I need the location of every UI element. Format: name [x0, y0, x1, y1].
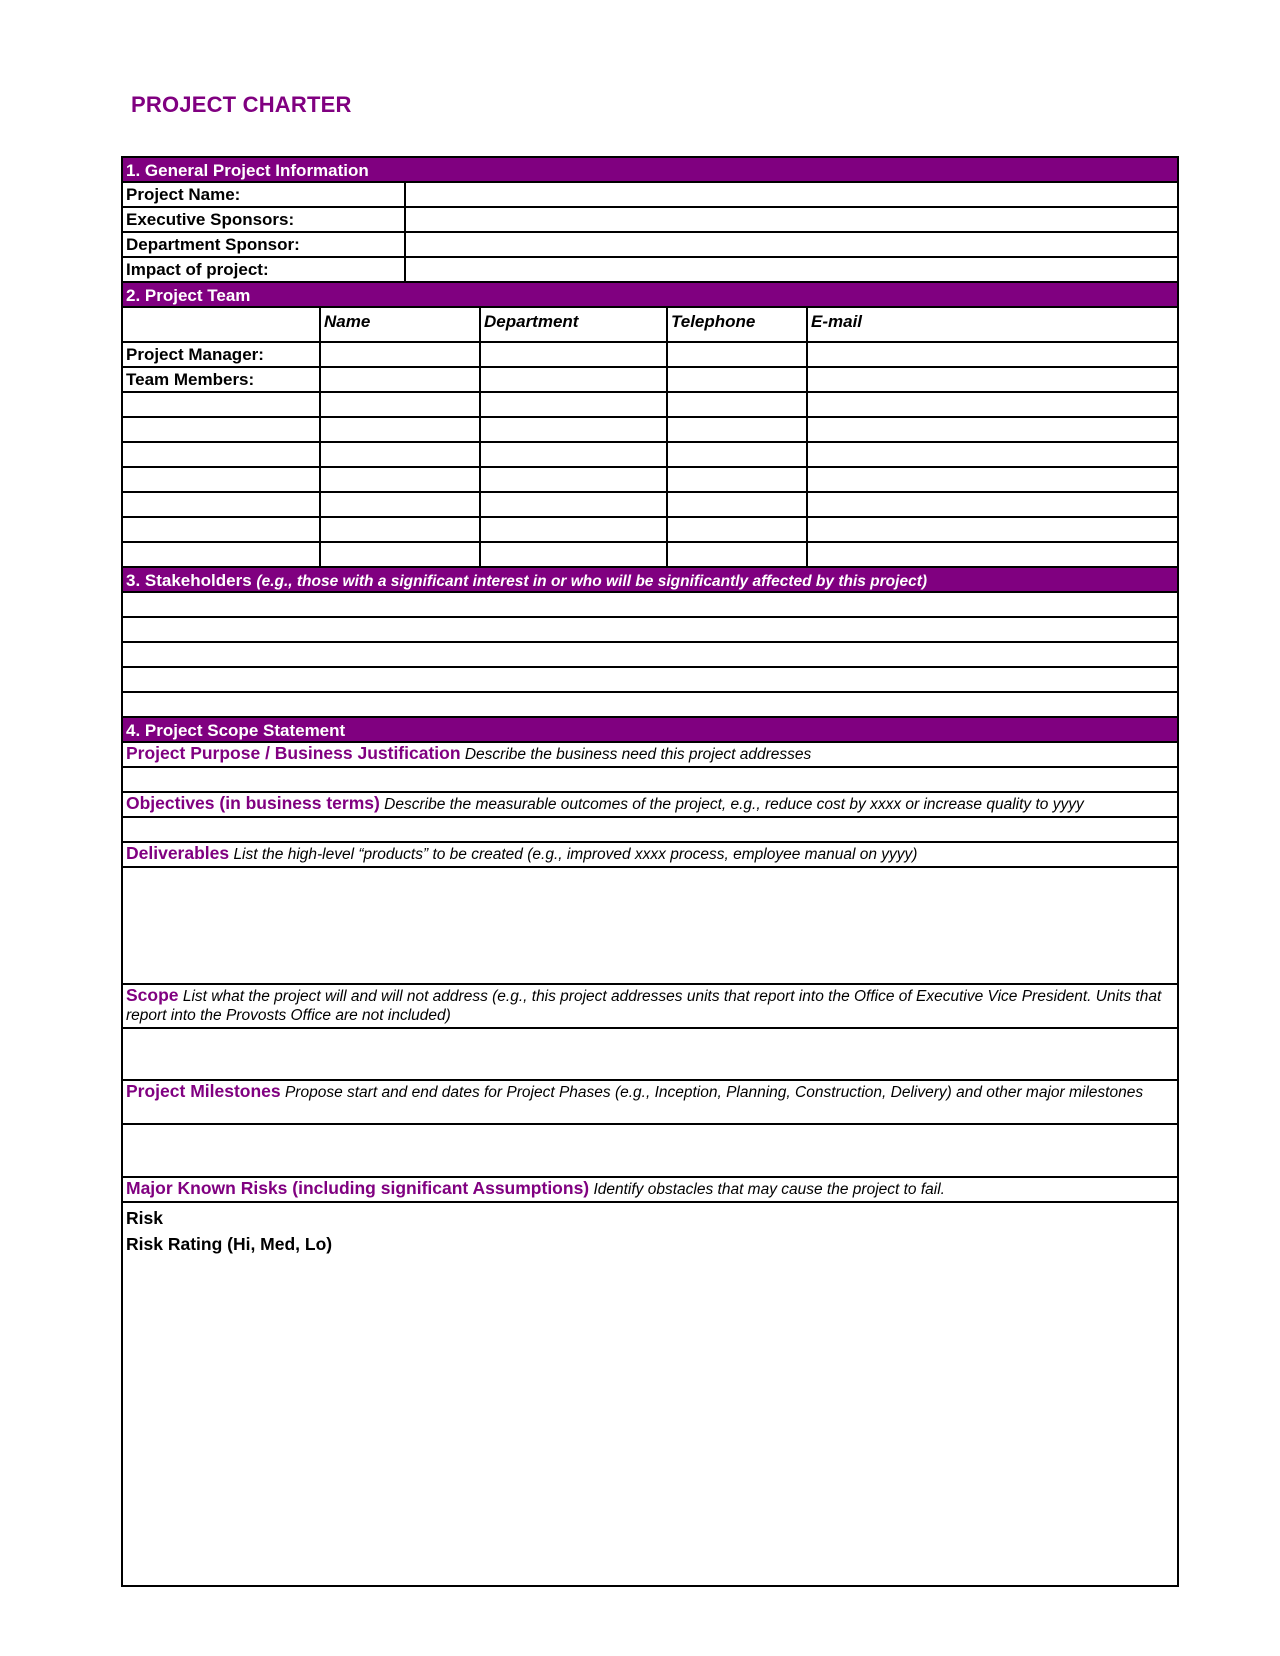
team-cell-telephone[interactable]	[668, 343, 808, 366]
scope-field[interactable]	[123, 1029, 1177, 1081]
department-sponsor-label: Department Sponsor:	[123, 233, 406, 256]
team-cell-email[interactable]	[808, 468, 1177, 491]
team-cell-name[interactable]	[321, 468, 481, 491]
section-stakeholders-header	[123, 568, 1177, 593]
scope-label: Scope	[126, 985, 179, 1005]
team-cell-name[interactable]	[321, 543, 481, 566]
page-title: PROJECT CHARTER	[131, 92, 352, 117]
team-header-email: E-mail	[811, 312, 863, 331]
stakeholder-row[interactable]	[123, 593, 1177, 618]
team-row	[123, 418, 1177, 443]
stakeholder-row[interactable]	[123, 693, 1177, 718]
team-cell-name[interactable]	[321, 493, 481, 516]
general-row-executive-sponsors	[123, 208, 1177, 233]
department-sponsor-field[interactable]	[406, 233, 1177, 256]
team-cell-email[interactable]	[808, 418, 1177, 441]
team-row-project-manager	[123, 343, 1177, 368]
risks-desc: Identify obstacles that may cause the project to fail.	[593, 1181, 945, 1198]
deliverables-field[interactable]	[123, 868, 1177, 985]
project-name-label: Project Name:	[123, 183, 406, 206]
impact-field[interactable]	[406, 258, 1177, 281]
milestones-header	[123, 1081, 1177, 1125]
team-header-name: Name	[321, 308, 481, 341]
team-cell-department[interactable]	[481, 518, 668, 541]
stakeholders-heading: 3. Stakeholders	[126, 571, 252, 590]
team-members-label: Team Members:	[123, 368, 321, 391]
team-header-blank	[123, 308, 321, 341]
team-cell-department[interactable]	[481, 543, 668, 566]
team-cell-telephone[interactable]	[668, 368, 808, 391]
team-cell-email[interactable]	[808, 393, 1177, 416]
deliverables-label: Deliverables	[126, 843, 230, 863]
team-header-telephone: Telephone	[668, 308, 808, 341]
milestones-desc: Propose start and end dates for Project Phases (e.g., Inception, Planning, Construction, Delivery) and other major milestones	[284, 1084, 1144, 1101]
team-cell-name[interactable]	[321, 368, 481, 391]
team-cell-role[interactable]	[123, 468, 321, 491]
objectives-field[interactable]	[123, 818, 1177, 843]
team-header-department: Department	[481, 308, 668, 341]
scope-desc: List what the project will and will not address (e.g., this project addresses units that report into the Office of Executive Vice President. Units that report into the Provosts Office are not included)	[126, 988, 1162, 1024]
team-cell-email[interactable]	[808, 343, 1177, 366]
scope-header	[123, 985, 1177, 1029]
team-cell-name[interactable]	[321, 418, 481, 441]
milestones-field[interactable]	[123, 1125, 1177, 1178]
section-team-header: 2. Project Team	[123, 283, 1177, 308]
impact-label: Impact of project:	[123, 258, 406, 281]
objectives-desc: Describe the measurable outcomes of the project, e.g., reduce cost by xxxx or increase quality to yyyy	[384, 796, 1084, 813]
team-cell-department[interactable]	[481, 418, 668, 441]
stakeholder-row[interactable]	[123, 643, 1177, 668]
deliverables-desc: List the high-level “products” to be created (e.g., improved xxxx process, employee manual on yyyy)	[233, 846, 918, 863]
executive-sponsors-label: Executive Sponsors:	[123, 208, 406, 231]
team-cell-role[interactable]	[123, 543, 321, 566]
purpose-label: Project Purpose / Business Justification	[126, 743, 461, 763]
purpose-field[interactable]	[123, 768, 1177, 793]
risks-label: Major Known Risks (including significant Assumptions)	[126, 1178, 590, 1198]
team-cell-telephone[interactable]	[668, 443, 808, 466]
team-row	[123, 443, 1177, 468]
risks-header	[123, 1178, 1177, 1203]
team-cell-email[interactable]	[808, 543, 1177, 566]
team-cell-telephone[interactable]	[668, 493, 808, 516]
team-cell-department[interactable]	[481, 468, 668, 491]
team-cell-role[interactable]	[123, 443, 321, 466]
team-cell-name[interactable]	[321, 343, 481, 366]
general-row-project-name	[123, 183, 1177, 208]
team-cell-email[interactable]	[808, 443, 1177, 466]
team-cell-role[interactable]	[123, 393, 321, 416]
charter-form	[121, 156, 1179, 1587]
deliverables-header	[123, 843, 1177, 868]
team-cell-department[interactable]	[481, 443, 668, 466]
team-cell-email[interactable]	[808, 518, 1177, 541]
project-manager-label: Project Manager:	[123, 343, 321, 366]
team-cell-telephone[interactable]	[668, 418, 808, 441]
team-cell-email[interactable]	[808, 493, 1177, 516]
team-cell-department[interactable]	[481, 343, 668, 366]
section-scope-header: 4. Project Scope Statement	[123, 718, 1177, 743]
stakeholder-row[interactable]	[123, 668, 1177, 693]
team-column-headers	[123, 308, 1177, 343]
team-row	[123, 468, 1177, 493]
purpose-desc: Describe the business need this project addresses	[464, 746, 812, 763]
general-row-impact	[123, 258, 1177, 283]
team-cell-role[interactable]	[123, 493, 321, 516]
general-row-department-sponsor	[123, 233, 1177, 258]
team-cell-telephone[interactable]	[668, 518, 808, 541]
stakeholder-row[interactable]	[123, 618, 1177, 643]
team-cell-department[interactable]	[481, 393, 668, 416]
team-row	[123, 518, 1177, 543]
stakeholders-note: (e.g., those with a significant interest in or who will be significantly affected by this project)	[256, 573, 928, 590]
team-cell-email[interactable]	[808, 368, 1177, 391]
team-row	[123, 393, 1177, 418]
team-cell-name[interactable]	[321, 518, 481, 541]
purpose-header	[123, 743, 1177, 768]
team-cell-department[interactable]	[481, 493, 668, 516]
team-cell-role[interactable]	[123, 518, 321, 541]
objectives-header	[123, 793, 1177, 818]
team-cell-name[interactable]	[321, 393, 481, 416]
team-cell-telephone[interactable]	[668, 543, 808, 566]
risks-area[interactable]	[123, 1203, 1177, 1585]
team-row-team-members	[123, 368, 1177, 393]
team-row	[123, 543, 1177, 568]
section-general-header: 1. General Project Information	[123, 158, 1177, 183]
team-cell-role[interactable]	[123, 418, 321, 441]
team-cell-department[interactable]	[481, 368, 668, 391]
executive-sponsors-field[interactable]	[406, 208, 1177, 231]
team-cell-name[interactable]	[321, 443, 481, 466]
team-cell-telephone[interactable]	[668, 468, 808, 491]
project-name-field[interactable]	[406, 183, 1177, 206]
objectives-label: Objectives (in business terms)	[126, 793, 380, 813]
team-cell-telephone[interactable]	[668, 393, 808, 416]
risk-rating-column-label: Risk Rating (Hi, Med, Lo)	[126, 1234, 333, 1254]
milestones-label: Project Milestones	[126, 1081, 281, 1101]
risk-column-label: Risk	[126, 1208, 163, 1228]
team-row	[123, 493, 1177, 518]
